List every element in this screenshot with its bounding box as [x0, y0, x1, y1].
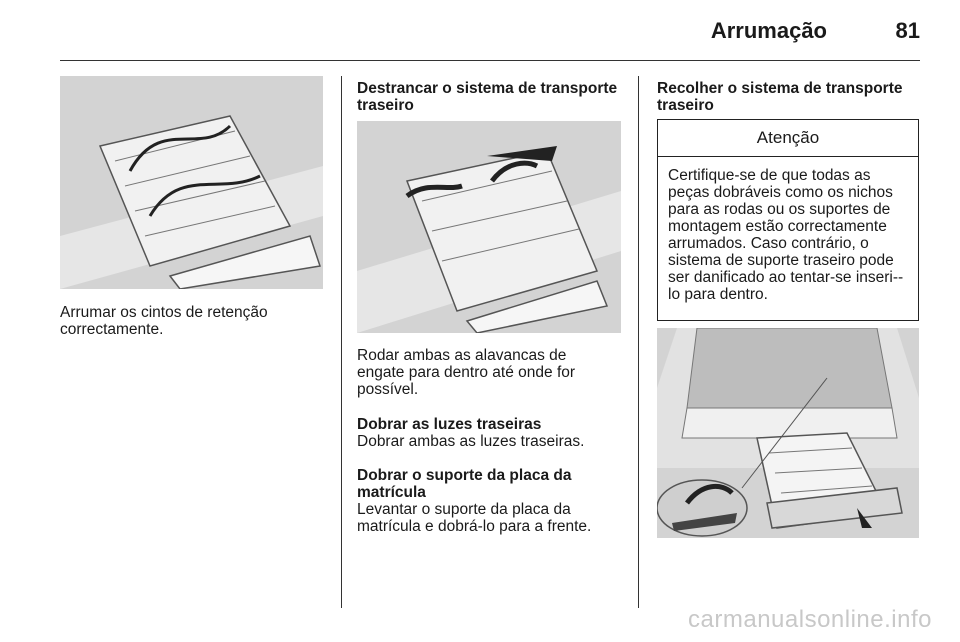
text-fold-plate: Levantar o suporte da placa da matrícula e dobrá-lo para a frente. [357, 501, 592, 535]
illustration-retract [657, 328, 919, 538]
notice-text: Certifique-se de que todas as peças dobráveis como os nichos para as rodas ou os suportes de montagem estão correctamente arrumados. Caso contrário, o sistema de suporte traseiro pode ser danificado ao tentar-se inseri--lo para dentro. [668, 167, 904, 303]
step-rotate-levers: Rodar ambas as alavancas de engate para dentro até onde for possível. [357, 347, 576, 398]
caption-belts: Arrumar os cintos de retenção correctamente. [60, 304, 268, 338]
heading-fold-lights: Dobrar as luzes traseiras [357, 416, 542, 433]
heading-retract: Recolher o sistema de transporte traseiro [657, 80, 903, 114]
illustration-belts [60, 76, 323, 289]
page-title: Arrumação [710, 18, 827, 43]
column-divider-2 [638, 76, 639, 608]
notice-title: Atenção [658, 120, 918, 157]
watermark: carmanualsonline.info [688, 606, 932, 633]
illustration-unlock [357, 121, 621, 333]
column-divider-1 [341, 76, 342, 608]
heading-fold-plate: Dobrar o suporte da placa da matrícula [357, 467, 572, 501]
heading-unlock: Destrancar o sistema de transporte traseiro [357, 80, 618, 114]
notice-box [657, 119, 919, 321]
text-fold-lights: Dobrar ambas as luzes traseiras. [357, 433, 585, 450]
header-rule [60, 60, 920, 61]
page-number: 81 [895, 18, 920, 43]
